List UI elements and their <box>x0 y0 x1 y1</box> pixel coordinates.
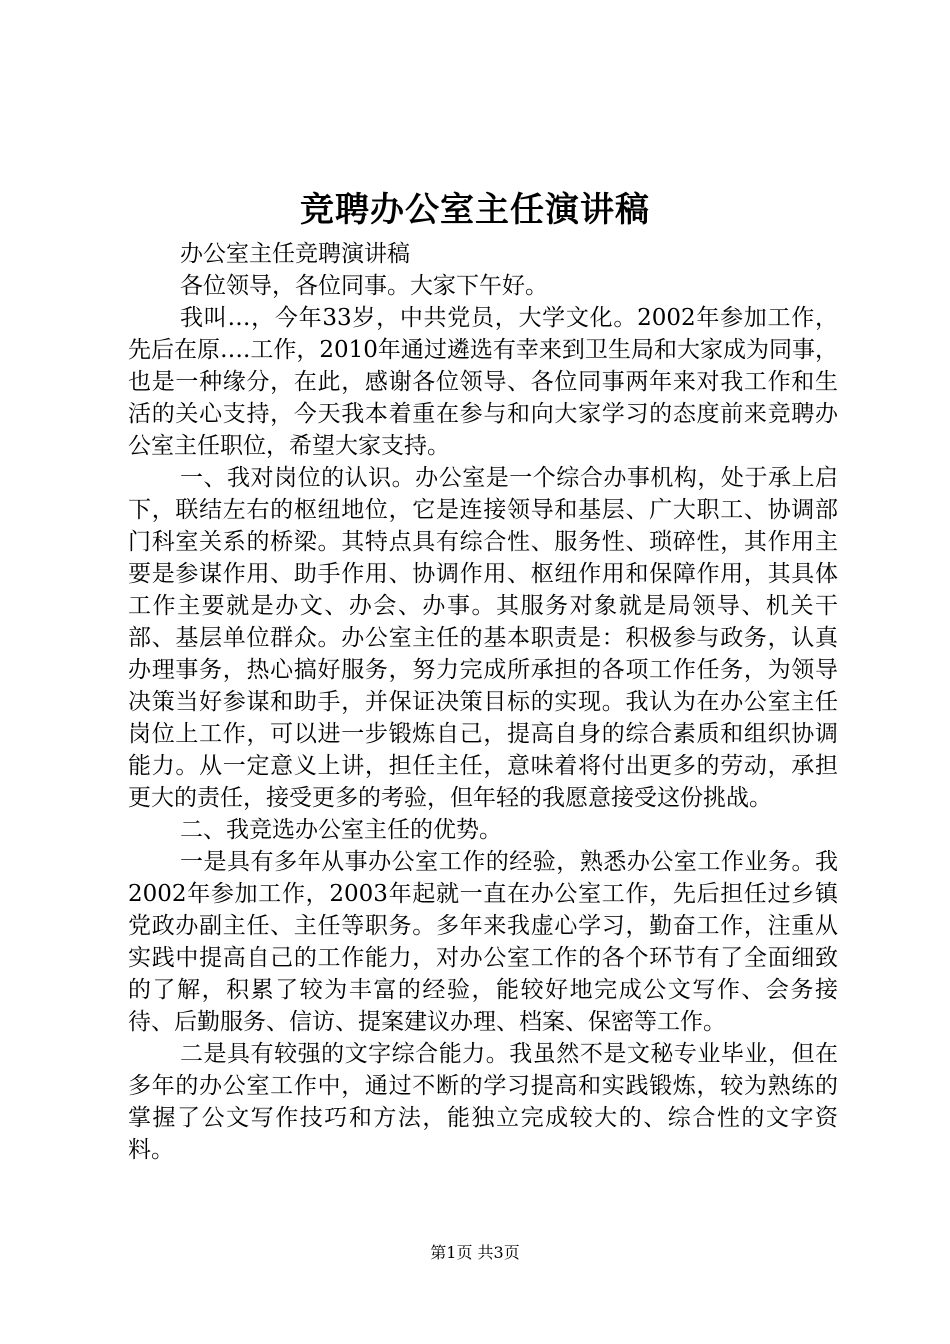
paragraph-advantage-two: 二是具有较强的文字综合能力。我虽然不是文秘专业毕业，但在多年的办公室工作中，通过不断的学习提高和实践锻炼，较为熟练的掌握了公文写作技巧和方法，能独立完成较大的、综合性的文字资料。 <box>128 1041 838 1163</box>
paragraph-subtitle: 办公室主任竞聘演讲稿 <box>180 241 410 267</box>
document-body <box>128 238 838 1166</box>
page-number: 第1页 共3页 <box>430 1243 520 1262</box>
paragraph-introduction: 我叫…，今年33岁，中共党员，大学文化。2002年参加工作，先后在原….工作，2010年通过遴选有幸来到卫生局和大家成为同事，也是一种缘分，在此，感谢各位领导、各位同事两年来对我工作和生活的关心支持，今天我本着重在参与和向大家学习的态度前来竞聘办公室主任职位，希望大家支持。 <box>128 305 838 459</box>
paragraph-section-two-heading: 二、我竞选办公室主任的优势。 <box>180 817 502 843</box>
paragraph-section-one: 一、我对岗位的认识。办公室是一个综合办事机构，处于承上启下，联结左右的枢纽地位，它是连接领导和基层、广大职工、协调部门科室关系的桥梁。其特点具有综合性、服务性、琐碎性，其作用主要是参谋作用、助手作用、协调作用、枢纽作用和保障作用，其具体工作主要就是办文、办会、办事。其服务对象就是局领导、机关干部、基层单位群众。办公室主任的基本职责是：积极参与政务，认真办理事务，热心搞好服务，努力完成所承担的各项工作任务，为领导决策当好参谋和助手，并保证决策目标的实现。我认为在办公室主任岗位上工作，可以进一步锻炼自己，提高自身的综合素质和组织协调能力。从一定意义上讲，担任主任，意味着将付出更多的劳动，承担更大的责任，接受更多的考验，但年轻的我愿意接受这份挑战。 <box>128 465 838 811</box>
paragraph-advantage-one: 一是具有多年从事办公室工作的经验，熟悉办公室工作业务。我2002年参加工作，2003年起就一直在办公室工作，先后担任过乡镇党政办副主任、主任等职务。多年来我虚心学习，勤奋工作，注重从实践中提高自己的工作能力，对办公室工作的各个环节有了全面细致的了解，积累了较为丰富的经验，能较好地完成公文写作、会务接待、后勤服务、信访、提案建议办理、档案、保密等工作。 <box>128 849 838 1035</box>
document-title: 竞聘办公室主任演讲稿 <box>300 190 650 230</box>
paragraph-greeting: 各位领导，各位同事。大家下午好。 <box>180 273 548 299</box>
